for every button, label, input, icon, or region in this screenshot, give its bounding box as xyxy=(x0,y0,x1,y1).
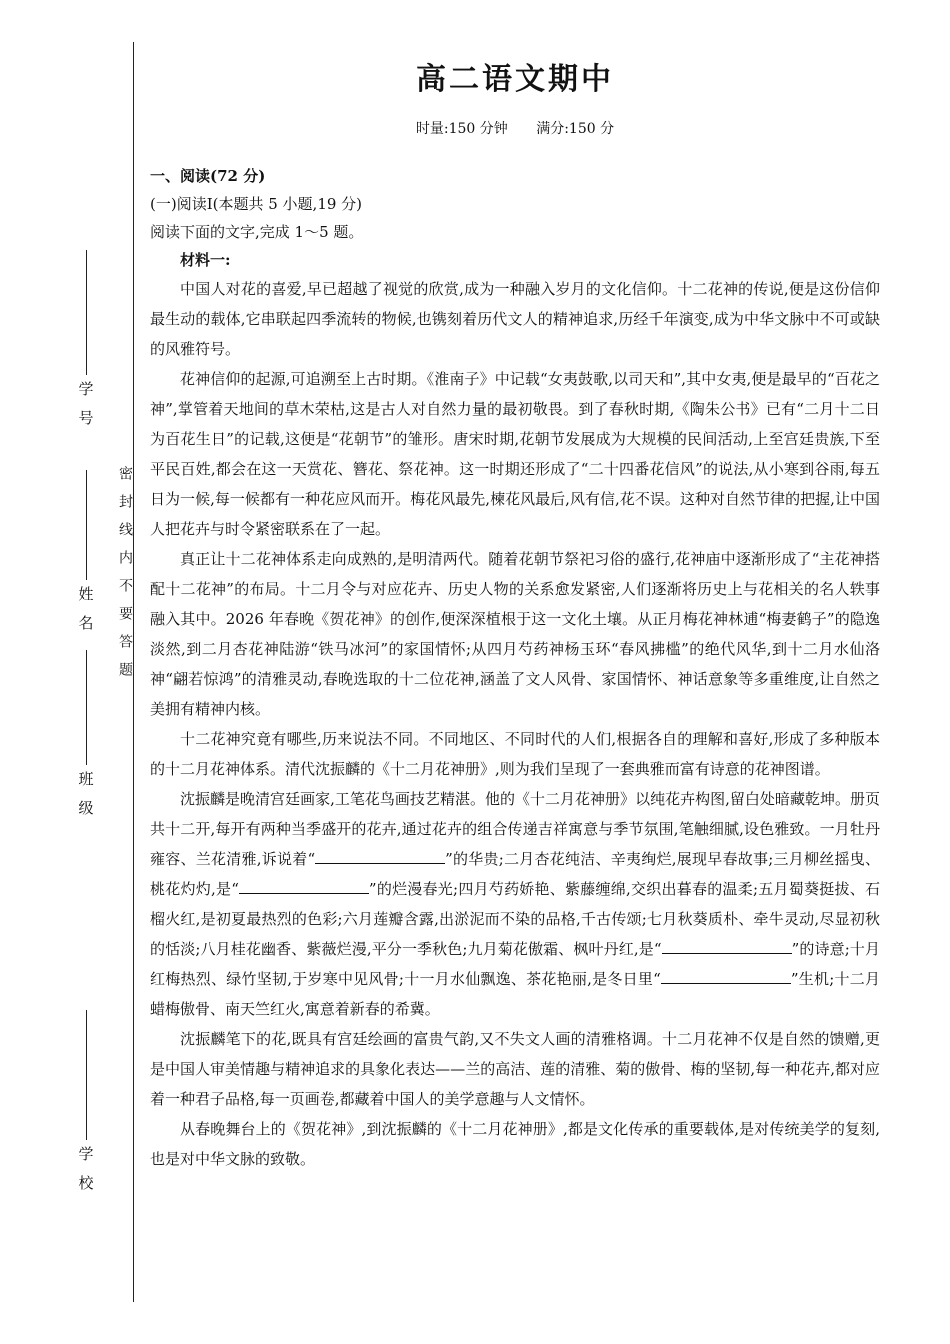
paragraph-4: 十二花神究竟有哪些,历来说法不同。不同地区、不同时代的人们,根据各自的理解和喜好,形成了多种版本的十二月花神体系。清代沈振麟的《十二月花神册》,则为我们呈现了一套典雅而富有诗意的花神图谱。 xyxy=(150,730,880,778)
name-label: 姓名 xyxy=(76,586,95,644)
instruction: 阅读下面的文字,完成 1～5 题。 xyxy=(150,223,364,241)
exam-page xyxy=(150,40,880,1174)
fill-blank-2[interactable] xyxy=(239,879,369,894)
school-field[interactable] xyxy=(70,1010,102,1204)
exam-time: 时量:150 分钟 xyxy=(415,121,508,137)
fill-blank-4[interactable] xyxy=(661,969,791,984)
fill-blank-3[interactable] xyxy=(662,939,792,954)
exam-meta xyxy=(150,118,880,138)
name-field[interactable] xyxy=(70,470,102,644)
student-no-blank[interactable] xyxy=(86,250,87,375)
paragraph-5-part-3: ”的烂漫春光;四月芍药娇艳、紫藤缠绵,交织出暮春的温柔;五月蜀葵挺拔、石榴火红,是初夏最热烈的色彩;六月莲瓣含露,出淤泥而不染的品格,千古传颂;七月秋葵质朴、牵牛灵动,尽显初秋的恬淡;八月桂花幽香、紫薇烂漫,平分一季秋色;九月菊花傲霜、枫叶丹红,是“ xyxy=(150,880,880,958)
paragraph-5-part-2: ”的华贵;二月杏花纯洁、辛夷绚烂,展现早春故事;三月柳丝摇曳、桃花灼灼,是“ xyxy=(150,850,880,898)
seal-line-notice: 密封线内不要答题 xyxy=(117,466,133,690)
paragraph-5-part-1: 沈振麟是晚清宫廷画家,工笔花鸟画技艺精湛。他的《十二月花神册》以纯花卉构图,留白处暗藏乾坤。册页共十二开,每开有两种当季盛开的花卉,通过花卉的组合传递吉祥寓意与季节氛围,笔触细腻,设色雅致。一月牡丹雍容、兰花清雅,诉说着“ xyxy=(150,790,880,868)
class-field[interactable] xyxy=(70,650,102,829)
paragraph-5 xyxy=(150,784,880,1024)
paragraph-6: 沈振麟笔下的花,既具有宫廷绘画的富贵气韵,又不失文人画的清雅格调。十二月花神不仅是自然的馈赠,更是中国人审美情趣与精神追求的具象化表达——兰的高洁、莲的清雅、菊的傲骨、梅的坚韧,每一种花卉,都对应着一种君子品格,每一页画卷,都藏着中国人的美学意趣与人文情怀。 xyxy=(150,1030,880,1108)
material-label: 材料一: xyxy=(180,251,231,269)
paragraph-5-part-4: ”的诗意;十月红梅热烈、绿竹坚韧,于岁寒中见风骨;十一月水仙飘逸、茶花艳丽,是冬日里“ xyxy=(150,940,880,988)
student-no-label: 学号 xyxy=(76,381,95,439)
fill-blank-1[interactable] xyxy=(315,849,445,864)
school-label: 学校 xyxy=(76,1146,95,1204)
page-title: 高二语文期中 xyxy=(416,62,614,97)
school-blank[interactable] xyxy=(86,1010,87,1140)
paragraph-2: 花神信仰的起源,可追溯至上古时期。《淮南子》中记载“女夷鼓歌,以司天和”,其中女夷,便是最早的“百花之神”,掌管着天地间的草木荣枯,这是古人对自然力量的最初敬畏。到了春秋时期,《陶朱公书》已有“二月十二日为百花生日”的记载,这便是“花朝节”的雏形。唐宋时期,花朝节发展成为大规模的民间活动,上至宫廷贵族,下至平民百姓,都会在这一天赏花、簪花、祭花神。这一时期还形成了“二十四番花信风”的说法,从小寒到谷雨,每五日为一候,每一候都有一种花应风而开。梅花风最先,楝花风最后,风有信,花不误。这种对自然节律的把握,让中国人把花卉与时令紧密联系在了一起。 xyxy=(150,370,880,538)
student-info-fields xyxy=(70,250,102,1260)
paragraph-3: 真正让十二花神体系走向成熟的,是明清两代。随着花朝节祭祀习俗的盛行,花神庙中逐渐形成了“主花神搭配十二花神”的布局。十二月令与对应花卉、历史人物的关系愈发紧密,人们逐渐将历史上与花相关的名人轶事融入其中。2026 年春晚《贺花神》的创作,便深深植根于这一文化土壤。从正月梅花神林逋“梅妻鹤子”的隐逸淡然,到二月杏花神陆游“铁马冰河”的家国情怀;从四月芍药神杨玉环“春风拂槛”的绝代风华,到十二月水仙洛神“翩若惊鸿”的清雅灵动,春晚选取的十二位花神,涵盖了文人风骨、家国情怀、神话意象等多重维度,让自然之美拥有精神内核。 xyxy=(150,550,880,718)
subsection-heading: (一)阅读Ⅰ(本题共 5 小题,19 分) xyxy=(150,195,363,213)
class-blank[interactable] xyxy=(86,650,87,765)
paragraph-7: 从春晚舞台上的《贺花神》,到沈振麟的《十二月花神册》,都是文化传承的重要载体,是对传统美学的复刻,也是对中华文脉的致敬。 xyxy=(150,1120,880,1168)
section-heading: 一、阅读(72 分) xyxy=(150,167,266,185)
paragraph-5-part-5: ”生机;十二月蜡梅傲骨、南天竺红火,寓意着新春的希冀。 xyxy=(150,970,880,1018)
name-blank[interactable] xyxy=(86,470,87,580)
exam-score: 满分:150 分 xyxy=(536,121,615,137)
class-label: 班级 xyxy=(76,771,95,829)
student-no-field[interactable] xyxy=(70,250,102,439)
paragraph-1: 中国人对花的喜爱,早已超越了视觉的欣赏,成为一种融入岁月的文化信仰。十二花神的传说,便是这份信仰最生动的载体,它串联起四季流转的物候,也镌刻着历代文人的精神追求,历经千年演变,成为中华文脉中不可或缺的风雅符号。 xyxy=(150,280,880,358)
